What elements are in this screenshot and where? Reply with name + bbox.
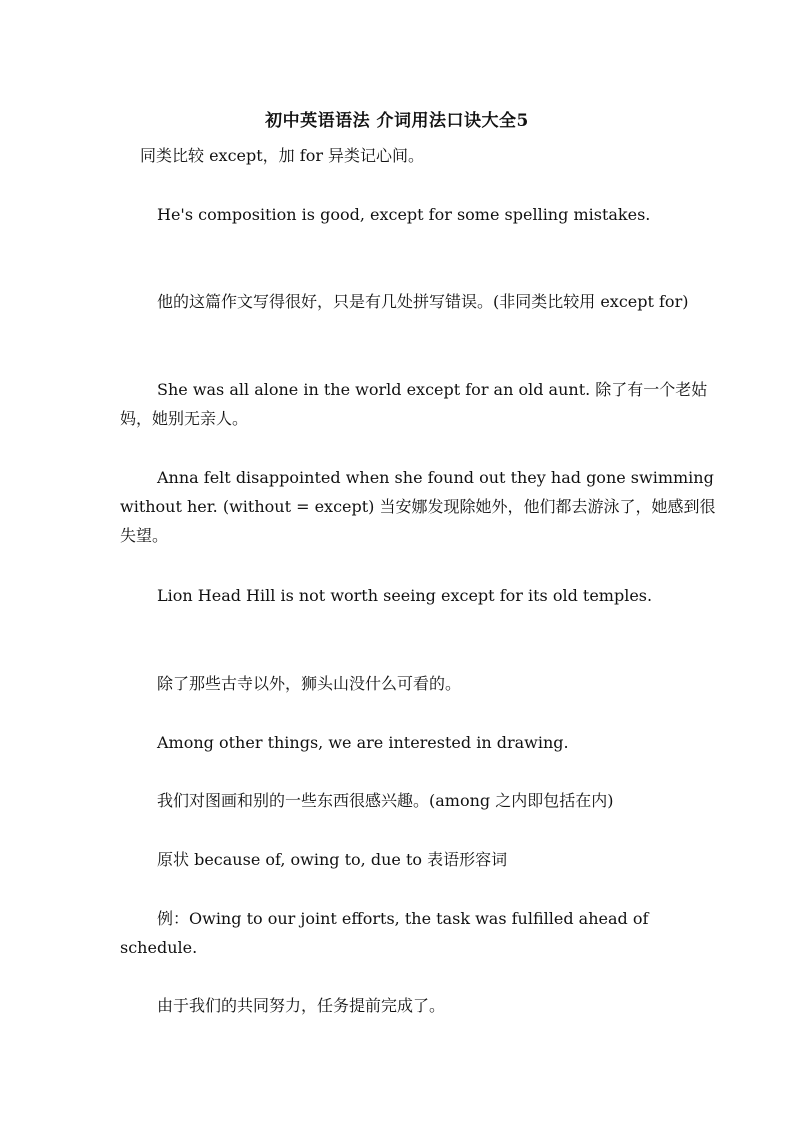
paragraph-2: He's composition is good, except for some spelling mistakes. (157, 205, 651, 224)
paragraph-12: 由于我们的共同努力，任务提前完成了。 (157, 996, 446, 1015)
paragraph-7: 除了那些古寺以外，狮头山没什么可看的。 (157, 674, 462, 693)
paragraph-1: 同类比较 except，加 for 异类记心间。 (140, 146, 425, 165)
paragraph-8: Among other things, we are interested in drawing. (157, 733, 569, 752)
paragraph-11: 例：Owing to our joint efforts, the task was fulfilled ahead of schedule. (120, 909, 649, 957)
document-title: 初中英语语法 介词用法口诀大全5 (265, 111, 529, 131)
paragraph-6: Lion Head Hill is not worth seeing except for its old temples. (157, 586, 653, 605)
paragraph-4: She was all alone in the world except for an old aunt. 除了有一个老姑妈，她别无亲人。 (120, 380, 708, 428)
paragraph-9: 我们对图画和别的一些东西很感兴趣。(among 之内即包括在内) (157, 791, 614, 810)
paragraph-5: Anna felt disappointed when she found out they had gone swimming without her. (without = except) 当安娜发现除她外，他们都去游泳了，她感到很失望。 (120, 468, 716, 545)
paragraph-3: 他的这篇作文写得很好，只是有几处拼写错误。(非同类比较用 except for) (157, 292, 689, 311)
paragraph-10: 原状 because of, owing to, due to 表语形容词 (157, 850, 508, 869)
